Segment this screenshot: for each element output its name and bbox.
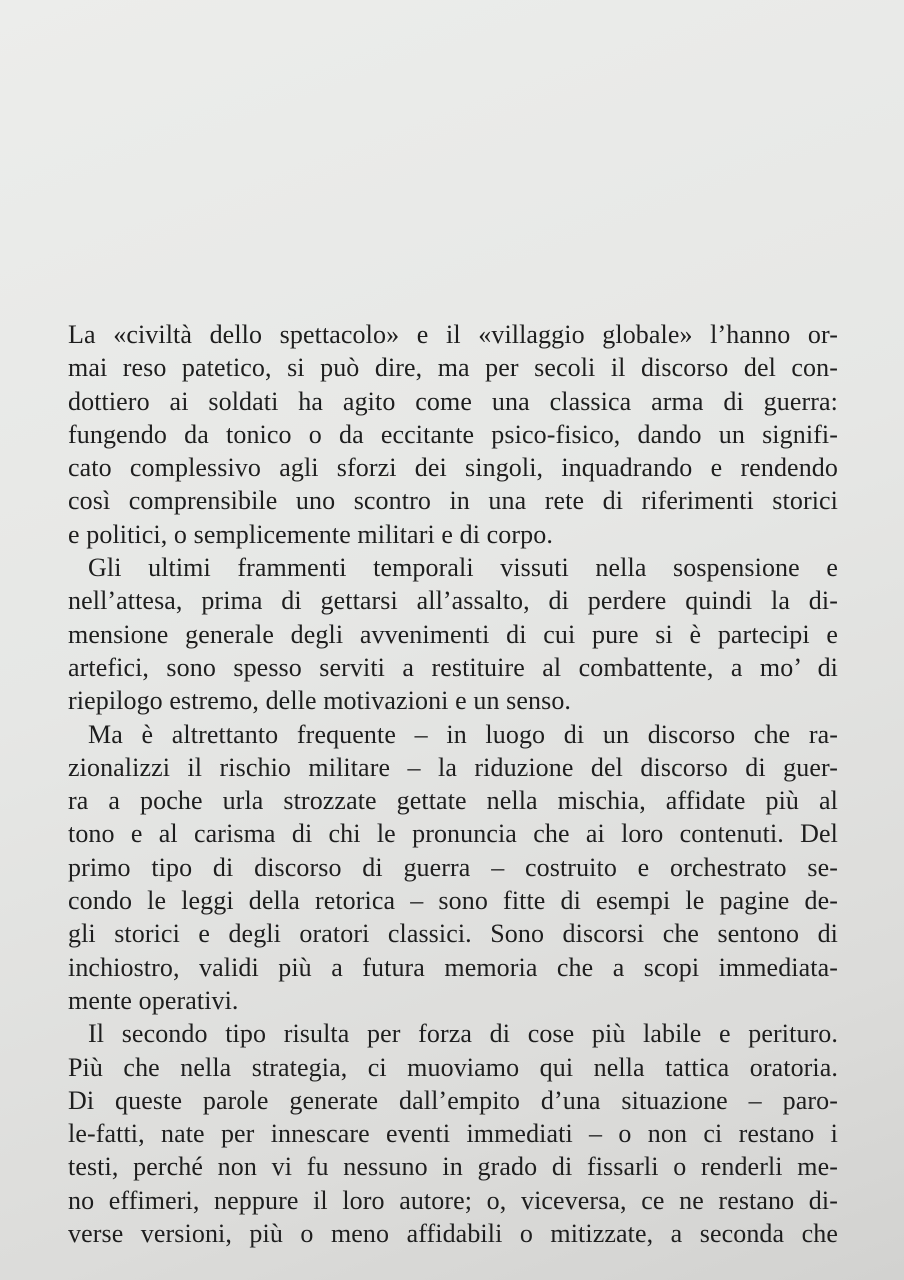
text-line: Ma è altrettanto frequente – in luogo di un discorso che ra- bbox=[88, 719, 838, 749]
text-line: cato complessivo agli sforzi dei singoli, inquadrando e rendendo bbox=[68, 453, 838, 483]
text-line: nell’attesa, prima di gettarsi all’assalto, di perdere quindi la di- bbox=[68, 586, 838, 616]
text-line: così comprensibile uno scontro in una rete di riferimenti storici bbox=[68, 486, 838, 516]
text-line: riepilogo estremo, delle motivazioni e un senso. bbox=[68, 686, 572, 716]
text-line: artefici, sono spesso serviti a restituire al combattente, a mo’ di bbox=[68, 652, 838, 682]
book-page-text bbox=[68, 318, 838, 1250]
text-line: gli storici e degli oratori classici. Sono discorsi che sentono di bbox=[68, 919, 838, 949]
text-line: primo tipo di discorso di guerra – costruito e orchestrato se- bbox=[68, 852, 838, 882]
text-line: La «civiltà dello spettacolo» e il «villaggio globale» l’hanno or- bbox=[68, 320, 838, 349]
text-line: dottiero ai soldati ha agito come una classica arma di guerra: bbox=[68, 386, 838, 416]
text-line: mai reso patetico, si può dire, ma per secoli il discorso del con- bbox=[68, 353, 838, 383]
text-line: Il secondo tipo risulta per forza di cose più labile e perituro. bbox=[88, 1019, 838, 1049]
text-line: ra a poche urla strozzate gettate nella mischia, affidate più al bbox=[68, 786, 838, 816]
text-line: tono e al carisma di chi le pronuncia che ai loro contenuti. Del bbox=[68, 819, 838, 849]
text-line: Più che nella strategia, ci muoviamo qui nella tattica oratoria. bbox=[68, 1052, 838, 1082]
text-line: testi, perché non vi fu nessuno in grado di fissarli o renderli me- bbox=[68, 1152, 838, 1182]
text-line: zionalizzi il rischio militare – la riduzione del discorso di guer- bbox=[68, 752, 838, 782]
text-line: verse versioni, più o meno affidabili o mitizzate, a seconda che bbox=[68, 1219, 838, 1249]
text-line: le-fatti, nate per innescare eventi immediati – o non ci restano i bbox=[68, 1119, 838, 1149]
text-line: condo le leggi della retorica – sono fitte di esempi le pagine de- bbox=[68, 886, 838, 916]
text-line: e politici, o semplicemente militari e di corpo. bbox=[68, 519, 553, 549]
text-line: Di queste parole generate dall’empito d’una situazione – paro- bbox=[68, 1085, 838, 1115]
text-line: inchiostro, validi più a futura memoria che a scopi immediata- bbox=[68, 952, 838, 982]
text-line: mente operativi. bbox=[68, 985, 239, 1015]
text-line: no effimeri, neppure il loro autore; o, viceversa, ce ne restano di- bbox=[68, 1185, 838, 1215]
text-line: mensione generale degli avvenimenti di cui pure si è partecipi e bbox=[68, 619, 838, 649]
text-line: fungendo da tonico o da eccitante psico-fisico, dando un signifi- bbox=[68, 419, 838, 449]
text-line: Gli ultimi frammenti temporali vissuti nella sospensione e bbox=[88, 553, 838, 583]
